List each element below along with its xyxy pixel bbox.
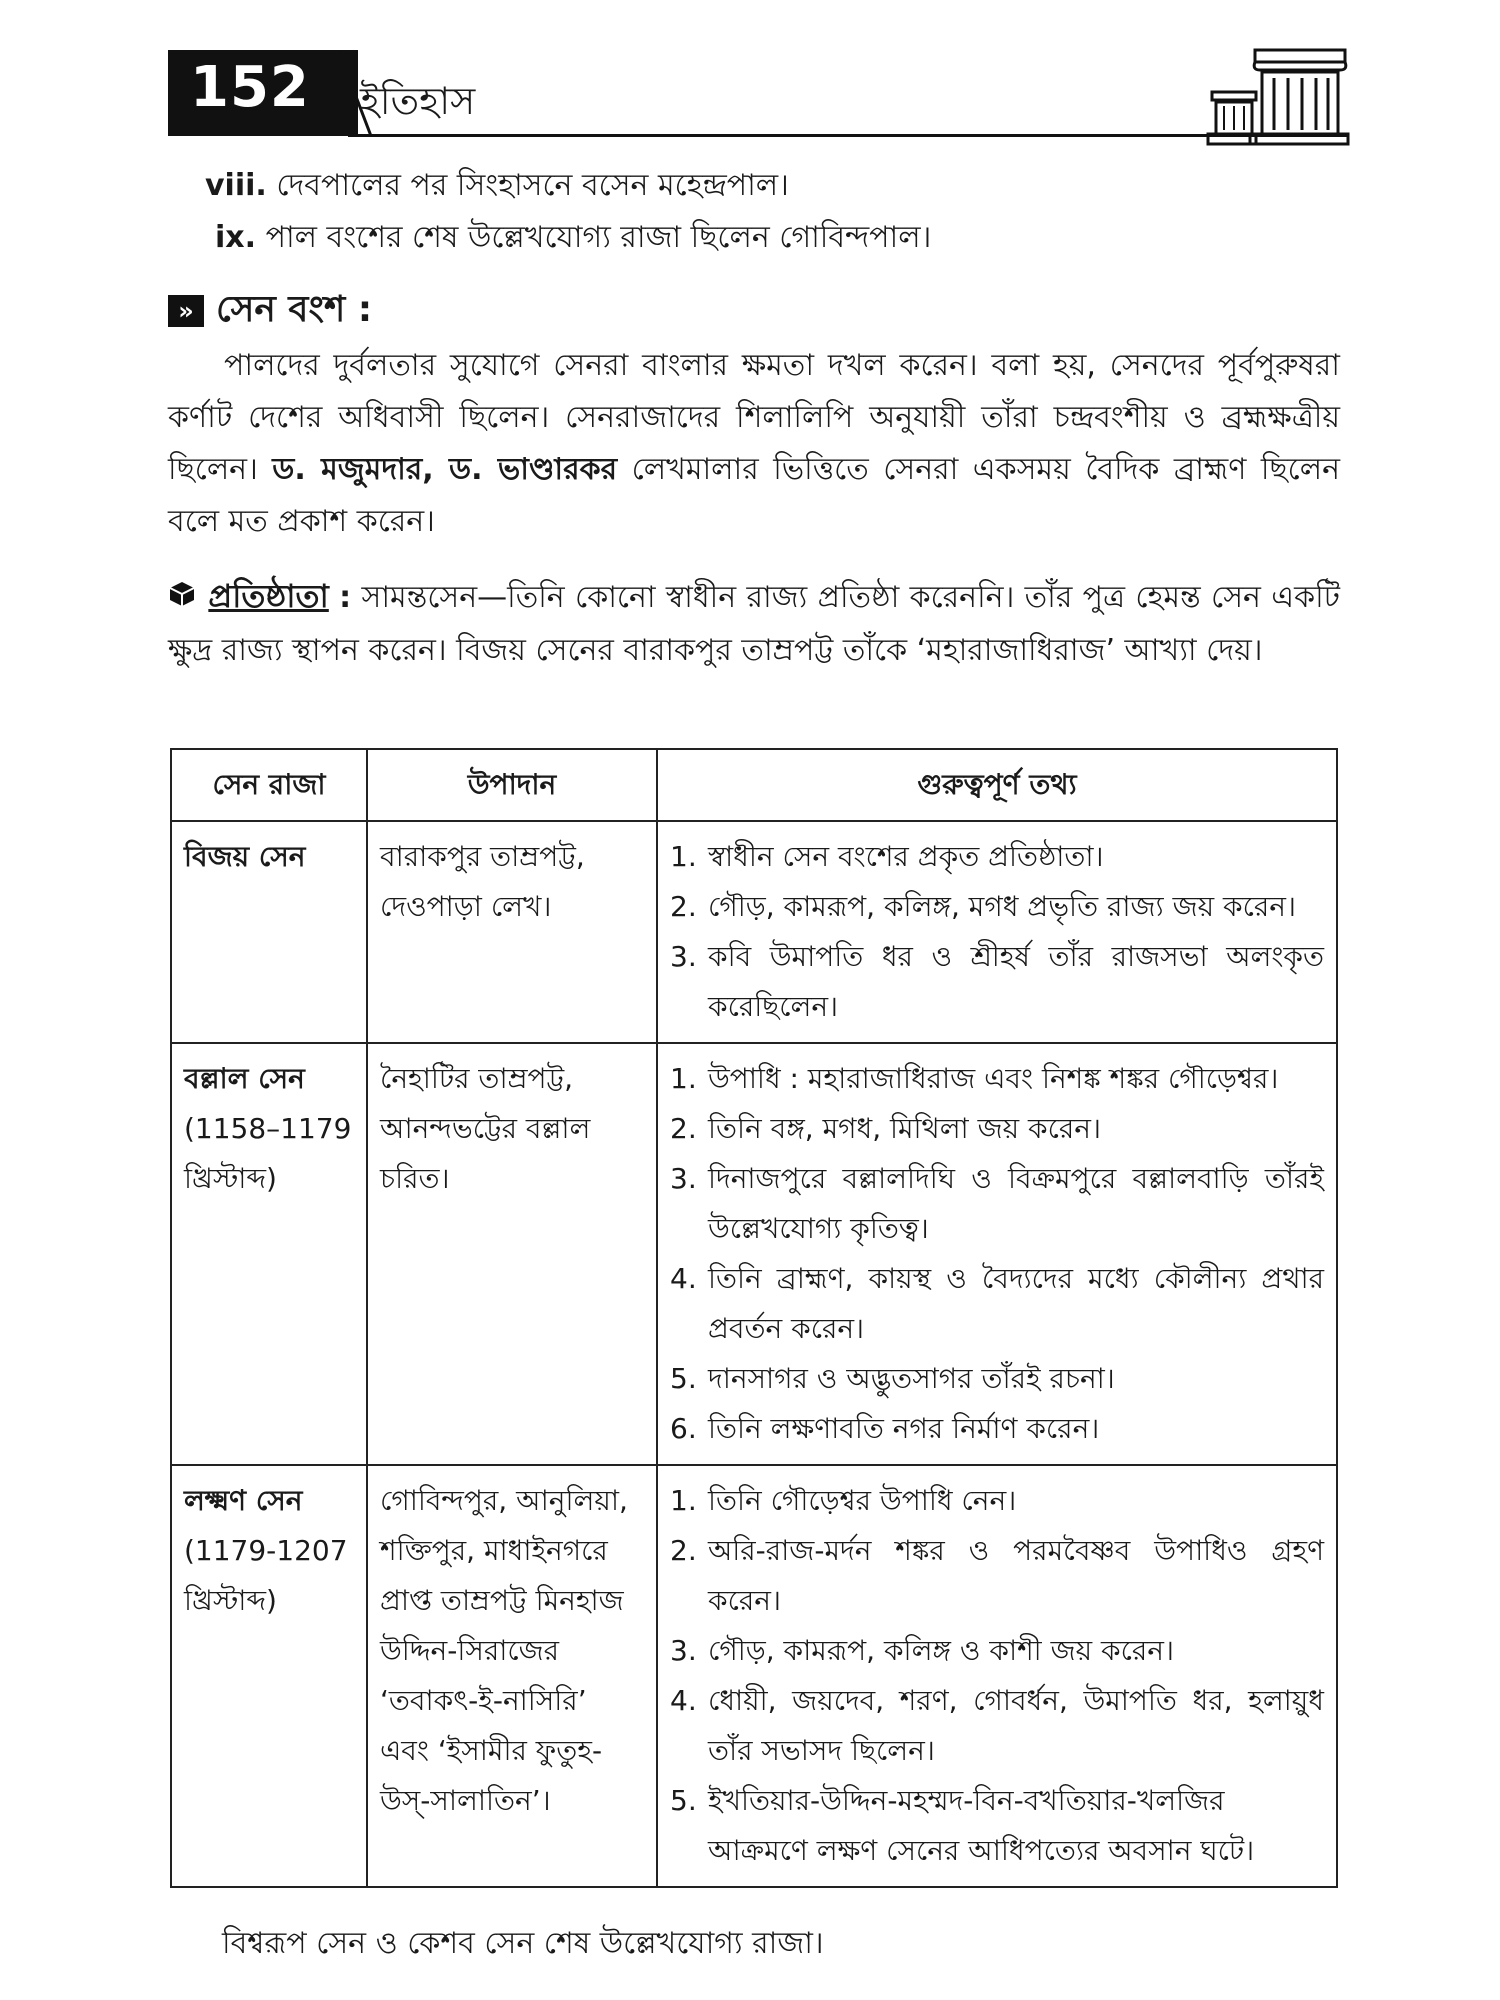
- king-period: (1179-1207 খ্রিস্টাব্দ): [184, 1534, 348, 1617]
- fact-item: 1. উপাধি : মহারাজাধিরাজ এবং নিশঙ্ক শঙ্কর গৌড়েশ্বর।: [670, 1062, 1279, 1095]
- fact-item: 3. গৌড়, কামরূপ, কলিঙ্গ ও কাশী জয় করেন।: [670, 1634, 1175, 1667]
- sen-kings-table: [170, 748, 1338, 1888]
- source-cell: নৈহাটির তাম্রপট্ট, আনন্দভট্টের বল্লাল চরিত।: [367, 1043, 657, 1465]
- table-row: [171, 1465, 1337, 1887]
- cube-icon: [168, 573, 198, 625]
- fact-item: 4. ধোয়ী, জয়দেব, শরণ, গোবর্ধন, উমাপতি ধর, হলায়ুধ তাঁর সভাসদ ছিলেন।: [670, 1684, 1324, 1767]
- paragraph-text: পালদের দুর্বলতার সুযোগে সেনরা বাংলার ক্ষমতা দখল করেন। বলা হয়, সেনদের পূর্বপুরুষরা কর্ণাট দেশের অধিবাসী ছিলেন। সেনরাজাদের শিলালিপি অনুযায়ী তাঁরা চন্দ্রবংশীয় ও ব্রহ্মক্ষত্রীয় ছিলেন।: [168, 348, 1340, 487]
- fact-item: 5. ইখতিয়ার-উদ্দিন-মহম্মদ-বিন-বখতিয়ার-খলজির আক্রমণে লক্ষণ সেনের আধিপত্যের অবসান ঘটে।: [670, 1784, 1255, 1867]
- fact-item: 2. অরি-রাজ-মর্দন শঙ্কর ও পরমবৈষ্ণব উপাধিও গ্রহণ করেন।: [670, 1534, 1324, 1617]
- table-header-row: [171, 749, 1337, 821]
- king-name: লক্ষ্মণ সেন: [184, 1484, 303, 1517]
- founder-text: সামন্তসেন—তিনি কোনো স্বাধীন রাজ্য প্রতিষ্ঠা করেননি। তাঁর পুত্র হেমন্ত সেন একটি ক্ষুদ্র রাজ্য স্থাপন করেন। বিজয় সেনের বারাকপুর তাম্রপট্ট তাঁকে ‘মহারাজাধিরাজ’ আখ্যা দেয়।: [168, 580, 1340, 668]
- table-row: [171, 821, 1337, 1043]
- fact-item: 2. তিনি বঙ্গ, মগধ, মিথিলা জয় করেন।: [670, 1112, 1101, 1145]
- header-rule: [348, 134, 1348, 137]
- founder-separator: :: [339, 580, 352, 615]
- column-header: সেন রাজা: [171, 749, 367, 821]
- fact-item: 1. তিনি গৌড়েশ্বর উপাধি নেন।: [670, 1484, 1017, 1517]
- king-cell: [171, 821, 367, 1043]
- fact-item: 3. কবি উমাপতি ধর ও শ্রীহর্ষ তাঁর রাজসভা অলংকৃত করেছিলেন।: [670, 940, 1324, 1023]
- pillar-icon: [1200, 48, 1350, 148]
- king-name: বল্লাল সেন: [184, 1062, 305, 1095]
- fact-item: 2. গৌড়, কামরূপ, কলিঙ্গ, মগধ প্রভৃতি রাজ্য জয় করেন।: [670, 890, 1296, 923]
- paragraph-bold-text: ড. মজুমদার, ড. ভাণ্ডারকর: [272, 452, 618, 487]
- page-number: 152: [190, 55, 310, 120]
- facts-cell: [657, 1043, 1337, 1465]
- point-text: দেবপালের পর সিংহাসনে বসেন মহেন্দ্রপাল।: [276, 168, 789, 203]
- section-heading-text: সেন বংশ :: [216, 289, 373, 330]
- source-cell: গোবিন্দপুর, আনুলিয়া, শক্তিপুর, মাধাইনগরে প্রাপ্ত তাম্রপট্ট মিনহাজ উদ্দিন-সিরাজের ‘তবাকৎ-ই-নাসিরি’ এবং ‘ইসামীর ফুতুহ-উস্-সালাতিন’।: [367, 1465, 657, 1887]
- king-cell: [171, 1465, 367, 1887]
- point-marker: viii.: [205, 168, 267, 203]
- table-row: [171, 1043, 1337, 1465]
- founder-paragraph: [168, 570, 1340, 677]
- fact-item: 6. তিনি লক্ষণাবতি নগর নির্মাণ করেন।: [670, 1412, 1100, 1445]
- facts-cell: [657, 1465, 1337, 1887]
- point-text: পাল বংশের শেষ উল্লেখযোগ্য রাজা ছিলেন গোবিন্দপাল।: [265, 220, 932, 255]
- facts-cell: [657, 821, 1337, 1043]
- footer-note: বিশ্বরূপ সেন ও কেশব সেন শেষ উল্লেখযোগ্য রাজা।: [222, 1926, 824, 1961]
- king-name: বিজয় সেন: [184, 840, 306, 873]
- fact-item: 5. দানসাগর ও অদ্ভুতসাগর তাঁরই রচনা।: [670, 1362, 1115, 1395]
- source-cell: বারাকপুর তাম্রপট্ট, দেওপাড়া লেখ।: [367, 821, 657, 1043]
- intro-paragraph: [168, 340, 1340, 548]
- intro-point: [205, 160, 789, 212]
- intro-point: [215, 212, 931, 264]
- fact-item: 3. দিনাজপুরে বল্লালদিঘি ও বিক্রমপুরে বল্লালবাড়ি তাঁরই উল্লেখযোগ্য কৃতিত্ব।: [670, 1162, 1324, 1245]
- double-chevron-icon: »: [168, 295, 204, 327]
- column-header: গুরুত্বপূর্ণ তথ্য: [657, 749, 1337, 821]
- fact-item: 1. স্বাধীন সেন বংশের প্রকৃত প্রতিষ্ঠাতা।: [670, 840, 1104, 873]
- book-title: ইতিহাস: [360, 79, 476, 123]
- king-period: (1158–1179 খ্রিস্টাব্দ): [184, 1112, 352, 1195]
- fact-item: 4. তিনি ব্রাহ্মণ, কায়স্থ ও বৈদ্যদের মধ্যে কৌলীন্য প্রথার প্রবর্তন করেন।: [670, 1262, 1324, 1345]
- point-marker: ix.: [215, 220, 257, 255]
- founder-label: প্রতিষ্ঠাতা: [208, 577, 329, 615]
- column-header: উপাদান: [367, 749, 657, 821]
- section-heading: [168, 282, 372, 342]
- paragraph-text: লেখমালার ভিত্তিতে সেনরা একসময় বৈদিক ব্রাহ্মণ ছিলেন বলে মত প্রকাশ করেন।: [168, 452, 1340, 539]
- king-cell: [171, 1043, 367, 1465]
